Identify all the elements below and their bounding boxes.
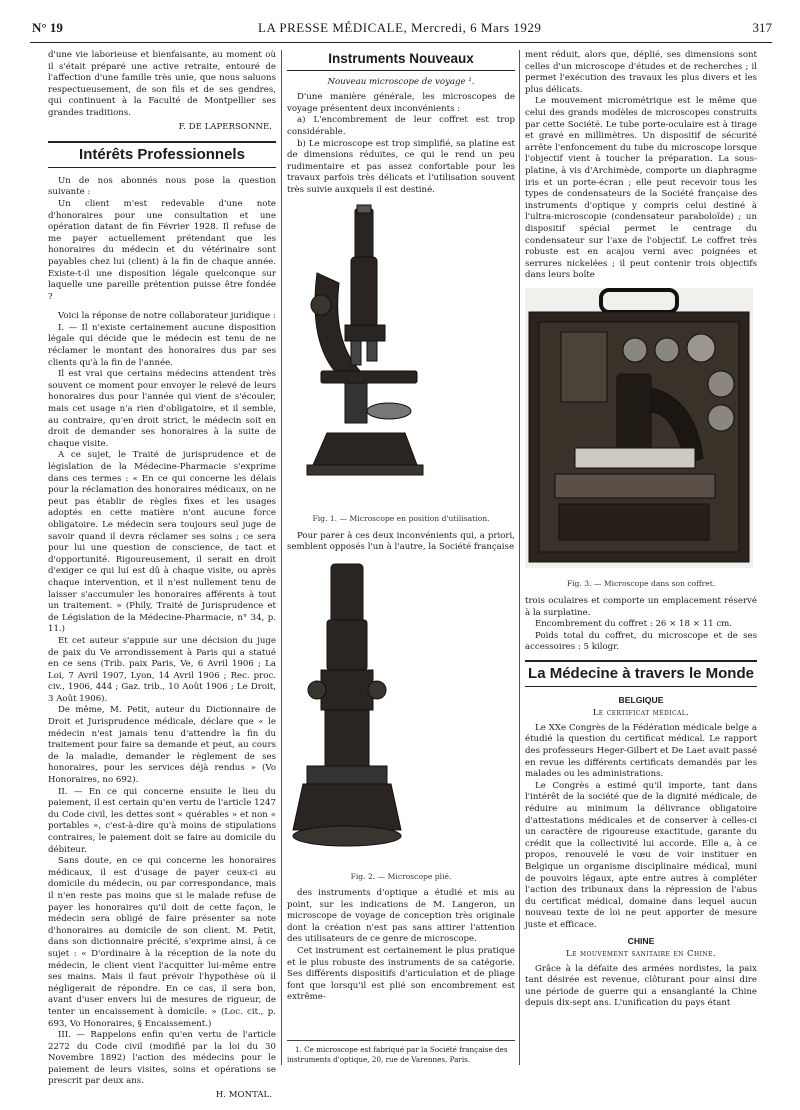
- country-heading: BELGIQUE: [618, 694, 664, 705]
- paragraph: des instruments d'optique a étudié et mis au point, sur les indications de M. Langeron, un microscope de voyage de conception très originale dont la création n'est pas sans attirer l'attention des utilisateurs de ce genre de microscope.: [287, 888, 515, 945]
- figure-caption: Fig. 2. — Microscope plié.: [350, 871, 452, 881]
- paragraph: Un de nos abonnés nous pose la question suivante :: [48, 175, 276, 198]
- paragraph: I. — Il n'existe certainement aucune disposition légale qui décide que le médecin est tenu de ne réclamer le montant des honoraires dus par ses clients qu'à la fin de l'année.: [48, 322, 276, 368]
- paragraph: Poids total du coffret, du microscope et de ses accessoires : 5 kilogr.: [525, 630, 757, 653]
- paragraph: Sans doute, en ce qui concerne les honoraires médicaux, il est d'usage de payer ceux-ci au domicile du médecin, ou par correspondance, mais il n'en reste pas moins que si le malade refuse de payer les honoraires qu'il doit de cette façon, le médecin sera obligé de faire présenter sa note d'honoraires au domicile de son client. M. Petit, dans son dictionnaire précité, s'exprime ainsi, à ce sujet : « D'ordinaire à la réception de la note du médecin, le client vient l'acquitter lui-même entre ses mains. Mais il faut prévoir l'hypothèse où il négligerait de répondre. En ce cas, il sera bon, avant d'user envers lui de mesures de rigueur, de tenter un encaissement à domicile. » (Loc. cit., p. 693, Vo Honoraires, § Encaissement.): [48, 856, 276, 1029]
- paragraph: a) L'encombrement de leur coffret est trop considérable.: [287, 115, 515, 137]
- figure-caption: Fig. 3. — Microscope dans son coffret.: [566, 579, 716, 589]
- paragraph: III. — Rappelons enfin qu'en vertu de l'article 2272 du Code civil (modifié par la loi du 30 Novembre 1892) l'action des médecins pour le paiement de leurs visites, soins et opérations se prescrit par deux ans.: [48, 1030, 276, 1087]
- paragraph: Le mouvement micrométrique est le même que celui des grands modèles de microscopes construits par cette Société. Le tube porte-oculaire est à tirage et gravé en millimètres. Un dispositif de sécurité arrête l'enfoncement du tube du microscope lorsque l'objectif vient à toucher la préparation. La sous-platine, à vis d'Archimède, comporte un diaphragme iris et un porte-écran ; elle peut recevoir tous les types de condensateurs de la Société française des instruments d'optique y compris celui destiné à l'ultra-microscopie (condensateur paraboloïde) ; un dispositif spécial permet le centrage du condensateur sur l'axe de l'objectif. Le coffret très robuste est en acajou verni avec poignées et serrures nickelées ; il peut contenir trois objectifs dans leurs boîte: [525, 96, 757, 281]
- journal-title: LA PRESSE MÉDICALE, Mercredi, 6 Mars 1929: [258, 20, 542, 35]
- paragraph: trois oculaires et comporte un emplacement réservé à la surplatine.: [525, 596, 757, 618]
- footnote: [287, 1040, 515, 1064]
- section-title: Instruments Nouveaux: [287, 50, 515, 71]
- signature: H. MONTAL.: [215, 1090, 272, 1101]
- column-3: [525, 50, 757, 1010]
- paragraph: Pour parer à ces deux inconvénients qui, a priori, semblent opposés l'un à l'autre, la Société française: [287, 530, 515, 553]
- paragraph: ment réduit, alors que, déplié, ses dimensions sont celles d'un microscope d'études et de recherches ; il permet l'exécution des travaux les plus divers et les plus délicats.: [525, 50, 757, 95]
- paragraph: Le Congrès a estimé qu'il importe, tant dans l'intérêt de la société que de la dignité médicale, de réduire au minimum la délivrance obligatoire d'attestations médicales et de conserver à celles-ci un caractère de rigoureuse exactitude, garante du crédit que la collectivité lui accorde. Elle a, à ce propos, renouvelé le vœu de voir instituer en Belgique un organisme disciplinaire médical, muni de pouvoirs légaux, apte entre autres à compléter l'action des tribunaux dans la répression de l'abus du certificat médical, domaine dans lequel aucun nouveau texte de loi ne peut apporter de mesure juste et efficace.: [525, 780, 757, 930]
- running-header: [30, 20, 772, 43]
- microscope-case-figure: [525, 288, 753, 568]
- article-subtitle: Le mouvement sanitaire en Chine.: [566, 949, 716, 960]
- paragraph: II. — En ce qui concerne ensuite le lieu du paiement, il est certain qu'en vertu de l'article 1247 du Code civil, les dettes sont « quérables » et non « portables », c'est-à-dire qu'à moins de stipulations contraires, le paiement doit se faire au domicile du débiteur.: [48, 786, 276, 855]
- column-rule: [281, 50, 282, 1065]
- paragraph: Il est vrai que certains médecins attendent très souvent ce moment pour envoyer le relevé de leurs honoraires dus pour l'année qui vient de s'écouler, mais cet usage n'a rien d'obligatoire, et il semble, au contraire, qu'en droit strict, le médecin soit en droit de demander ses honoraires à la suite de chaque visite.: [48, 369, 276, 449]
- page-number: 317: [752, 20, 772, 35]
- paragraph: Voici la réponse de notre collaborateur juridique :: [58, 311, 276, 322]
- microscope-figure-2: [287, 560, 407, 860]
- paragraph: A ce sujet, le Traité de jurisprudence et de législation de la Médecine-Pharmacie s'exprime dans ces termes : « En ce qui concerne les délais pour la réclamation des honoraires médicaux, on ne peut pas établir de règles fixes et les usages adoptés en cette matière n'ont aucune force obligatoire. Le médecin sera toujours seul juge de savoir quand il devra réclamer ses soins ; ce sera pour lui une question de conscience, de tact et d'opportunité. Rigoureusement, il serait en droit d'exiger ce qui lui est dû à chaque visite, ou après chaque intervention, et il n'est nullement tenu de laisser s'accumuler les honoraires afférents à tout un traitement. » (Phily, Traité de Jurisprudence et de Législation de la Médecine-Pharmacie, n° 34, p. 11.): [48, 450, 276, 635]
- paragraph: D'une manière générale, les microscopes de voyage présentent deux inconvénients :: [287, 92, 515, 114]
- column-2: [287, 50, 515, 1004]
- country-heading: CHINE: [627, 935, 655, 946]
- article-subtitle: Nouveau microscope de voyage ¹.: [327, 76, 475, 87]
- column-1: [48, 50, 276, 1110]
- issue-number: N° 19: [32, 20, 63, 35]
- paragraph: b) Le microscope est trop simplifié, sa platine est de dimensions réduites, ce qui le rend un peu rudimentaire et pas assez confortable pour les travaux parfois très délicats et l'utilisation souvent très suivie auxquels il est destiné.: [287, 138, 515, 195]
- article-subtitle: Le certificat médical.: [592, 708, 690, 719]
- paragraph: Un client m'est redevable d'une note d'honoraires pour une consultation et une opération datant de fin Février 1928. Il refuse de me payer actuellement prétendant que les honoraires du médecin et du vétérinaire sont payables chez lui (client) à la fin de chaque année. Existe-t-il une disposition légale quelconque sur laquelle une pareille prétention puisse être fondée ?: [48, 198, 276, 302]
- paragraph: Encombrement du coffret : 26 × 18 × 11 cm.: [535, 619, 733, 630]
- signature: F. DE LAPERSONNE.: [178, 121, 272, 132]
- paragraph: Et cet auteur s'appuie sur une décision du juge de paix du Ve arrondissement à Paris qui a statué en ce sens (Trib. paix Paris, Ve, 6 Avril 1906 ; La Loi, 7 Avril 1907, Lyon, 14 Avril 1906 ; Rec. proc. civ., 1906, 444 ; Gaz. trib., 10 Août 1906 ; Le Droit, 3 Août 1906).: [48, 635, 276, 704]
- paragraph: Le XXe Congrès de la Fédération médicale belge a étudié la question du certificat médical. Le rapport des professeurs Heger-Gilbert et De Laet avait passé en revue les différents certificats demandés par les malades ou les administrations.: [525, 722, 757, 780]
- paragraph: De même, M. Petit, auteur du Dictionnaire de Droit et Jurisprudence médicale, déclare que « le médecin n'est jamais tenu d'attendre la fin du traitement pour faire sa demande et peut, au cours de la maladie, demander le règlement de ses honoraires, pour les services déjà rendus » (Vo Honoraires, no 692).: [48, 705, 276, 786]
- obituary-end: d'une vie laborieuse et bienfaisante, au moment où il s'était préparé une active retraite, entouré de l'affection d'une famille très unie, que nous saluons respectueusement, de son fils et de ses gendres, qui continuent à la Faculté de Montpellier ses grandes traditions.: [48, 50, 276, 118]
- footnote-text: 1. Ce microscope est fabriqué par la Société française des instruments d'optique, 20, rue de Varennes, Paris.: [287, 1045, 508, 1064]
- paragraph: Grâce à la défaite des armées nordistes, la paix tant désirée est revenue, clôturant pour ainsi dire une période de guerre qui a ensanglanté la Chine depuis dix-sept ans. L'unification du pays étant: [525, 963, 757, 1009]
- column-rule: [519, 50, 520, 1065]
- microscope-figure-1: [287, 203, 437, 503]
- figure-caption: Fig. 1. — Microscope en position d'utilisation.: [312, 514, 490, 524]
- paragraph: Cet instrument est certainement le plus pratique et le plus robuste des instruments de sa catégorie. Ses différents dispositifs d'articulation et de pliage font que lorsqu'il est plié son encombrement est extrême-: [287, 946, 515, 1003]
- section-title: La Médecine à travers le Monde: [525, 660, 757, 687]
- section-title: Intérêts Professionnels: [48, 141, 276, 168]
